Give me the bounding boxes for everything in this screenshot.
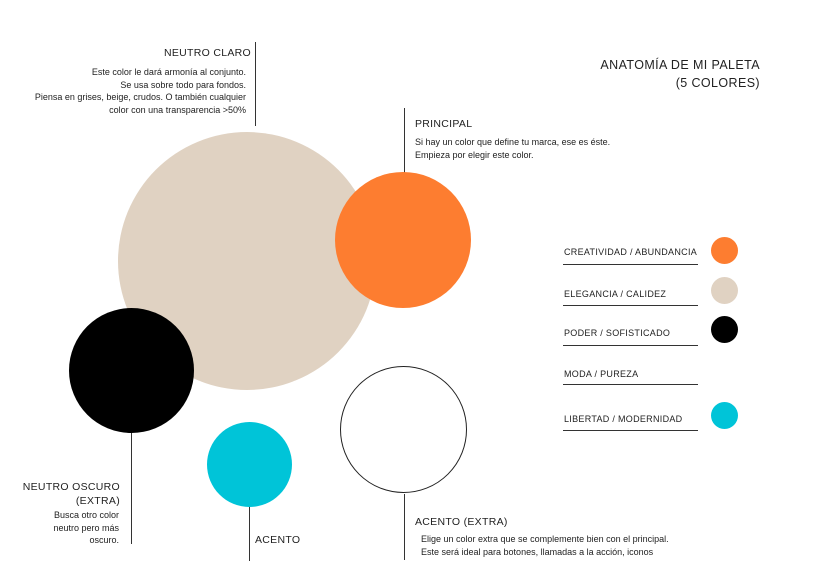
neutro-oscuro-description: [0, 509, 119, 547]
neutro-oscuro-label-line-2: (EXTRA): [75, 495, 120, 507]
accent-circle: [207, 422, 292, 507]
neutro-claro-line: Piensa en grises, beige, crudos. O también cualquier: [34, 92, 246, 102]
acento-extra-leader-line: [404, 494, 405, 560]
acento-extra-label: ACENTO (EXTRA): [415, 516, 508, 528]
neutro-oscuro-leader-line: [131, 428, 132, 544]
legend-label-creatividad: CREATIVIDAD / ABUNDANCIA: [564, 247, 698, 257]
legend-underline: [563, 430, 698, 431]
neutro-oscuro-label-line-1: NEUTRO OSCURO: [22, 481, 120, 493]
acento-extra-line: Este será ideal para botones, llamadas a la acción, iconos: [421, 546, 654, 557]
legend-swatch-neutral-dark: [711, 316, 738, 343]
neutro-oscuro-line: oscuro.: [89, 535, 119, 545]
acento-label: ACENTO: [255, 534, 301, 546]
neutro-claro-line: color con una transparencia >50%: [109, 104, 246, 115]
legend-label-libertad: LIBERTAD / MODERNIDAD: [564, 414, 683, 424]
neutro-claro-line: Este color le dará armonía al conjunto.: [91, 67, 246, 77]
legend-swatch-neutral-light: [711, 277, 738, 304]
palette-title: [560, 58, 760, 90]
principal-line: Empieza por elegir este color.: [415, 149, 534, 160]
legend-label-elegancia: ELEGANCIA / CALIDEZ: [564, 289, 667, 299]
principal-description: [415, 136, 610, 161]
neutral-dark-circle: [69, 308, 194, 433]
legend-label-moda: MODA / PUREZA: [564, 369, 639, 379]
acento-extra-description: [421, 533, 669, 558]
neutro-oscuro-label: [0, 480, 120, 508]
neutro-oscuro-line: Busca otro color: [53, 510, 119, 520]
title-line-2: (5 COLORES): [675, 76, 760, 90]
acento-leader-line: [249, 505, 250, 561]
legend-underline: [563, 345, 698, 346]
primary-circle: [335, 172, 471, 308]
neutro-claro-description: [0, 66, 246, 116]
principal-line: Si hay un color que define tu marca, ese es éste.: [415, 137, 611, 147]
principal-leader-line: [404, 108, 405, 178]
neutro-claro-line: Se usa sobre todo para fondos.: [120, 79, 246, 90]
neutro-claro-leader-line: [255, 42, 256, 126]
legend-underline: [563, 305, 698, 306]
legend-swatch-primary: [711, 237, 738, 264]
acento-extra-line: Elige un color extra que se complemente bien con el principal.: [421, 534, 669, 544]
principal-label: PRINCIPAL: [415, 118, 473, 130]
accent-extra-circle: [340, 366, 467, 493]
legend-underline: [563, 264, 698, 265]
legend-underline: [563, 384, 698, 385]
legend-swatch-accent: [711, 402, 738, 429]
neutro-oscuro-line: neutro pero más: [53, 522, 119, 533]
neutro-claro-label: NEUTRO CLARO: [163, 47, 251, 59]
title-line-1: ANATOMÍA DE MI PALETA: [600, 58, 760, 72]
legend-label-poder: PODER / SOFISTICADO: [564, 328, 671, 338]
